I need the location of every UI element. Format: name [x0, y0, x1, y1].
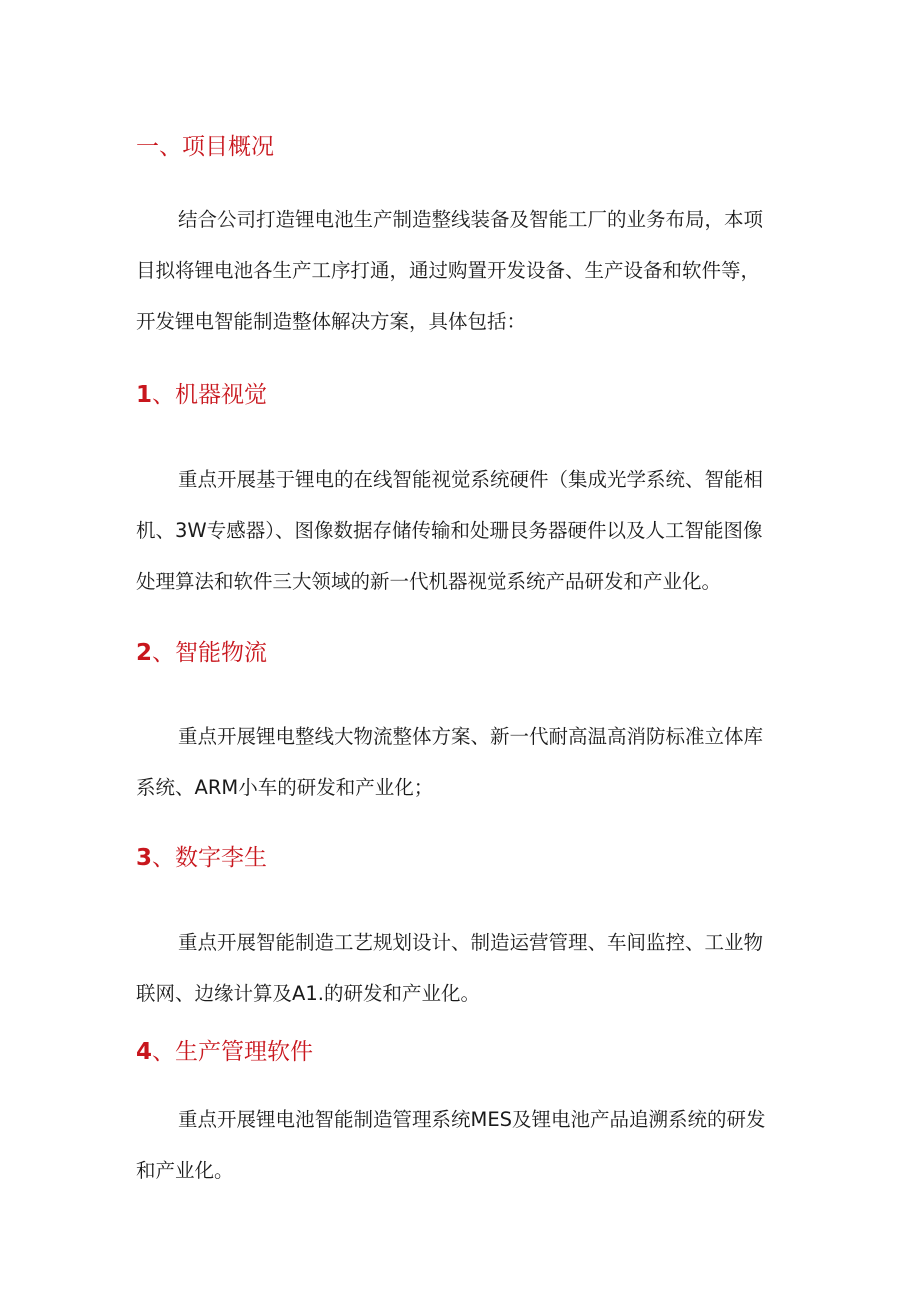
intro-line: 目拟将锂电池各生产工序打通，通过购置开发设备、生产设备和软件等，	[136, 259, 761, 282]
item-paragraph-1	[136, 454, 796, 607]
item-separator: 、	[152, 640, 176, 666]
item-paragraph-3	[136, 917, 796, 1019]
item-heading-2	[136, 638, 267, 668]
item-title: 机器视觉	[175, 382, 268, 408]
item-number: 2	[136, 640, 153, 666]
item-line: 处理算法和软件三大领域的新一代机器视觉系统产品研发和产业化。	[136, 570, 722, 593]
item-separator: 、	[152, 382, 176, 408]
intro-line: 结合公司打造锂电池生产制造整线装备及智能工厂的业务布局，本项	[178, 208, 764, 231]
item-separator: 、	[152, 1039, 176, 1065]
item-heading-4	[136, 1037, 313, 1067]
item-title: 数字李生	[175, 845, 268, 871]
item-line: 联网、边缘计算及A1.的研发和产业化。	[136, 982, 480, 1005]
item-line: 重点开展锂电整线大物流整体方案、新一代耐高温高消防标准立体库	[178, 725, 764, 748]
item-line: 重点开展锂电池智能制造管理系统MES及锂电池产品追溯系统的研发	[178, 1108, 766, 1131]
item-title: 生产管理软件	[175, 1039, 314, 1065]
section-title: 一、项目概况	[136, 134, 274, 160]
item-heading-3	[136, 843, 267, 873]
intro-paragraph	[136, 194, 796, 347]
item-title: 智能物流	[175, 640, 268, 666]
item-line: 重点开展基于锂电的在线智能视觉系统硬件（集成光学系统、智能相	[178, 468, 764, 491]
item-line: 和产业化。	[136, 1159, 234, 1182]
intro-line: 开发锂电智能制造整体解决方案，具体包括：	[136, 310, 527, 333]
item-line: 系统、ARM小车的研发和产业化；	[136, 776, 434, 799]
item-heading-1	[136, 380, 267, 410]
item-line: 重点开展智能制造工艺规划设计、制造运营管理、车间监控、工业物	[178, 931, 764, 954]
item-number: 4	[136, 1039, 153, 1065]
item-number: 3	[136, 845, 153, 871]
item-paragraph-4	[136, 1094, 796, 1196]
item-paragraph-2	[136, 711, 796, 813]
item-separator: 、	[152, 845, 176, 871]
item-number: 1	[136, 382, 153, 408]
item-line: 机、3W专感器）、图像数据存储传输和处珊艮务器硬件以及人工智能图像	[136, 519, 763, 542]
